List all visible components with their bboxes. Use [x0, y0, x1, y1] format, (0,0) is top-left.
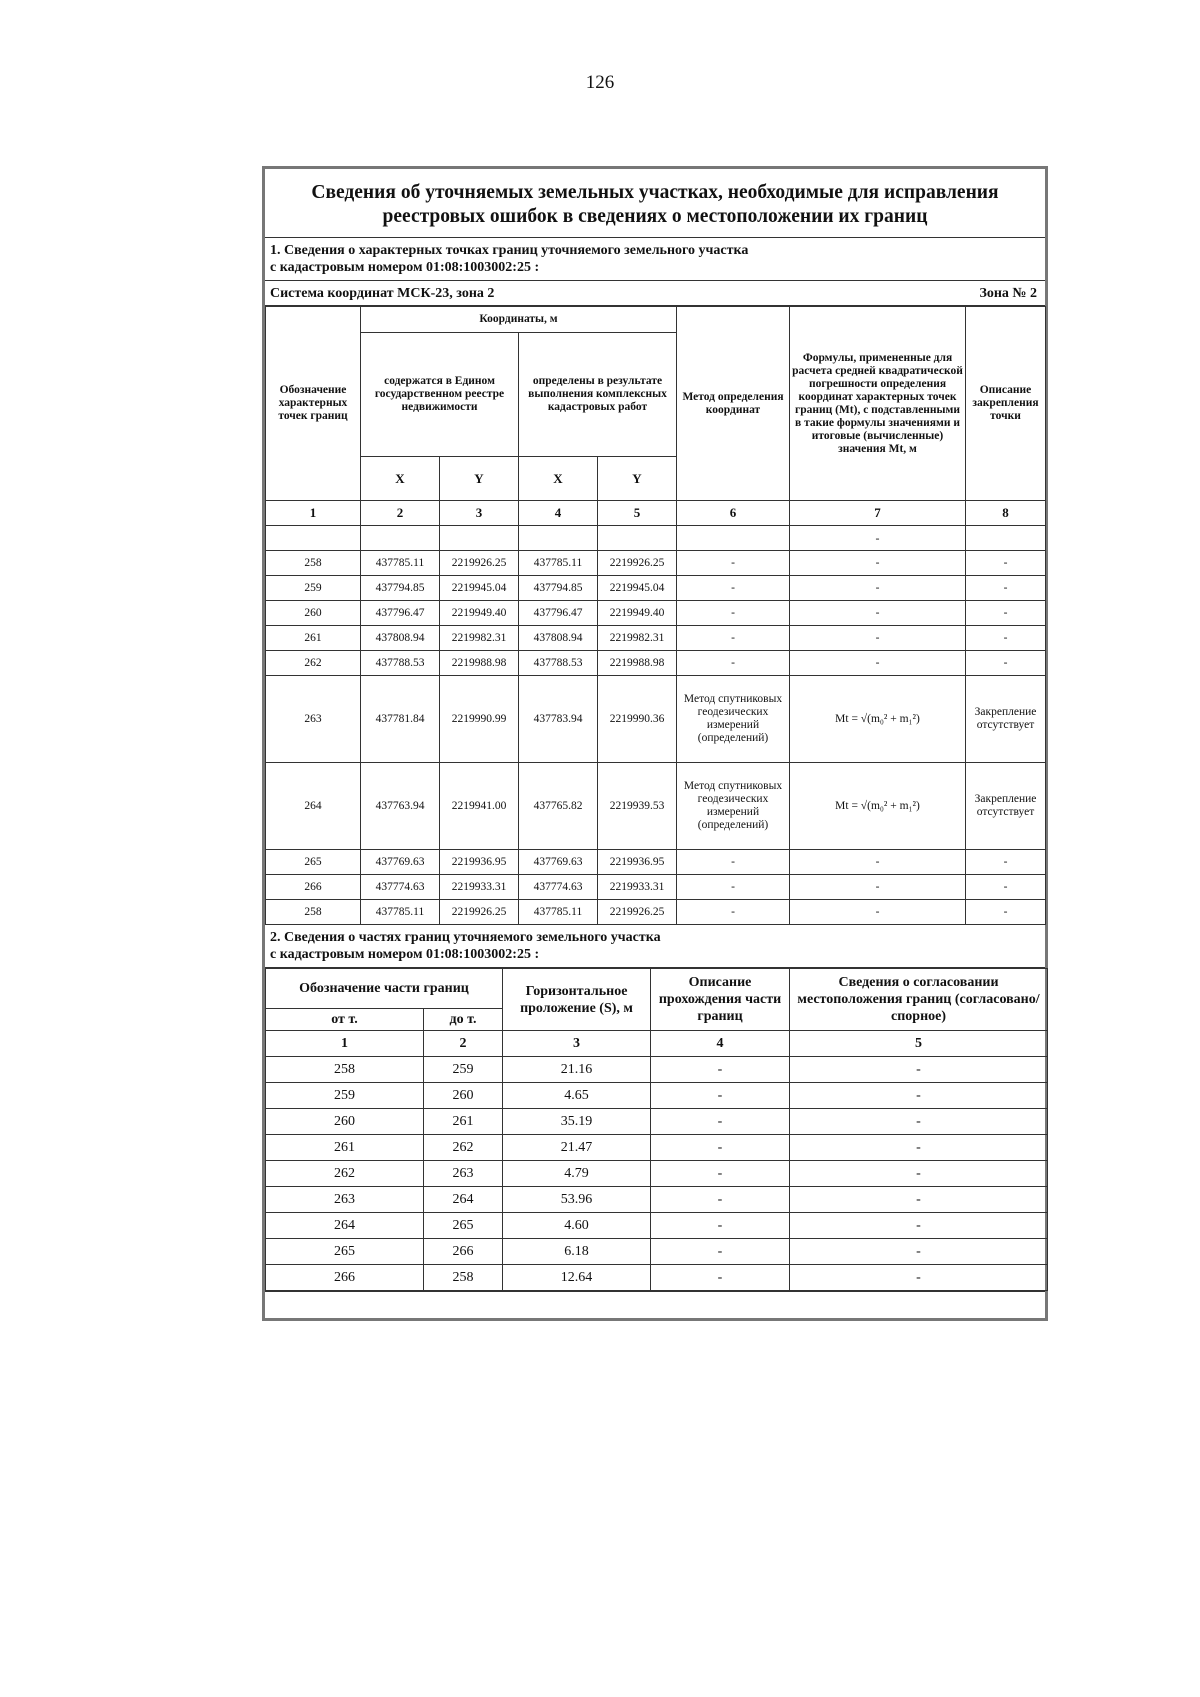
to-point: 259	[424, 1057, 503, 1083]
x-determined: 437796.47	[519, 601, 598, 626]
x-determined: 437783.94	[519, 676, 598, 763]
x-egrn: 437774.63	[361, 875, 440, 900]
horizontal-distance: 6.18	[503, 1239, 651, 1265]
col-number: 1	[266, 501, 361, 526]
formula-cell: -	[790, 601, 966, 626]
to-point: 265	[424, 1213, 503, 1239]
point-id: 266	[266, 875, 361, 900]
point-id: 260	[266, 601, 361, 626]
col-number: 4	[651, 1031, 790, 1057]
description-cell: -	[651, 1213, 790, 1239]
horizontal-distance: 4.79	[503, 1161, 651, 1187]
to-point: 264	[424, 1187, 503, 1213]
document-title: Сведения об уточняемых земельных участках, необходимые для исправления реестровых ошибок в сведениях о местоположении их границ	[265, 169, 1045, 238]
from-point: 258	[266, 1057, 424, 1083]
header-agreement: Сведения о согласовании местоположения границ (согласовано/спорное)	[790, 969, 1048, 1031]
y-egrn: 2219982.31	[440, 626, 519, 651]
from-point: 259	[266, 1083, 424, 1109]
table-row	[266, 1213, 1048, 1239]
y-egrn: 2219949.40	[440, 601, 519, 626]
description-cell: -	[651, 1109, 790, 1135]
header-method: Метод определения координат	[677, 307, 790, 501]
column-number-row	[266, 501, 1046, 526]
header-determined: определены в результате выполнения комплексных кадастровых работ	[519, 333, 677, 457]
fixing-cell: -	[966, 626, 1046, 651]
point-id: 264	[266, 763, 361, 850]
header-to: до т.	[424, 1009, 503, 1031]
point-id: 259	[266, 576, 361, 601]
formula-cell: Mt = √(m₀² + m₁²)	[790, 763, 966, 850]
col-number: 6	[677, 501, 790, 526]
method-cell: -	[677, 651, 790, 676]
formula-cell: -	[790, 900, 966, 925]
x-determined: 437794.85	[519, 576, 598, 601]
table-row	[266, 576, 1046, 601]
description-cell: -	[651, 1135, 790, 1161]
empty-row-dash: -	[790, 526, 966, 551]
method-cell: -	[677, 900, 790, 925]
table-row	[266, 1187, 1048, 1213]
table-row	[266, 601, 1046, 626]
horizontal-distance: 35.19	[503, 1109, 651, 1135]
y-determined: 2219988.98	[598, 651, 677, 676]
table-row	[266, 1265, 1048, 1291]
table-row	[266, 1161, 1048, 1187]
table-row	[266, 1083, 1048, 1109]
points-table	[265, 306, 1046, 925]
fixing-cell: -	[966, 551, 1046, 576]
col-number: 3	[503, 1031, 651, 1057]
agreement-cell: -	[790, 1161, 1048, 1187]
horizontal-distance: 4.65	[503, 1083, 651, 1109]
table-row	[266, 1135, 1048, 1161]
x-determined: 437774.63	[519, 875, 598, 900]
table-row	[266, 875, 1046, 900]
y-determined: 2219990.36	[598, 676, 677, 763]
page-number: 126	[585, 72, 615, 93]
from-point: 263	[266, 1187, 424, 1213]
agreement-cell: -	[790, 1213, 1048, 1239]
table-row	[266, 676, 1046, 763]
description-cell: -	[651, 1265, 790, 1291]
fixing-cell: -	[966, 875, 1046, 900]
section1-heading	[265, 238, 1045, 281]
method-cell: -	[677, 601, 790, 626]
agreement-cell: -	[790, 1057, 1048, 1083]
description-cell: -	[651, 1083, 790, 1109]
from-point: 266	[266, 1265, 424, 1291]
y-egrn: 2219926.25	[440, 900, 519, 925]
x-egrn: 437763.94	[361, 763, 440, 850]
x-determined: 437769.63	[519, 850, 598, 875]
horizontal-distance: 21.16	[503, 1057, 651, 1083]
header-fixing: Описание закрепления точки	[966, 307, 1046, 501]
fixing-cell: -	[966, 900, 1046, 925]
x-egrn: 437785.11	[361, 551, 440, 576]
horizontal-distance: 4.60	[503, 1213, 651, 1239]
x-egrn: 437781.84	[361, 676, 440, 763]
to-point: 266	[424, 1239, 503, 1265]
to-point: 258	[424, 1265, 503, 1291]
formula-cell: Mt = √(m₀² + m₁²)	[790, 676, 966, 763]
table-row	[266, 1239, 1048, 1265]
description-cell: -	[651, 1239, 790, 1265]
formula-cell: -	[790, 551, 966, 576]
method-cell: Метод спутниковых геодезических измерений (определений)	[677, 763, 790, 850]
from-point: 262	[266, 1161, 424, 1187]
col-number: 5	[598, 501, 677, 526]
y-egrn: 2219945.04	[440, 576, 519, 601]
x-determined: 437765.82	[519, 763, 598, 850]
x-determined: 437785.11	[519, 900, 598, 925]
y-determined: 2219982.31	[598, 626, 677, 651]
section2-heading	[265, 925, 1045, 968]
to-point: 263	[424, 1161, 503, 1187]
formula-cell: -	[790, 875, 966, 900]
formula-cell: -	[790, 626, 966, 651]
table-bottom-padding	[265, 1291, 1045, 1318]
fixing-cell: Закрепление отсутствует	[966, 676, 1046, 763]
from-point: 265	[266, 1239, 424, 1265]
formula-cell: -	[790, 850, 966, 875]
y-determined: 2219936.95	[598, 850, 677, 875]
method-cell: -	[677, 850, 790, 875]
point-id: 265	[266, 850, 361, 875]
y-egrn: 2219990.99	[440, 676, 519, 763]
x-egrn: 437796.47	[361, 601, 440, 626]
description-cell: -	[651, 1161, 790, 1187]
table-row	[266, 763, 1046, 850]
fixing-cell: Закрепление отсутствует	[966, 763, 1046, 850]
x-egrn: 437785.11	[361, 900, 440, 925]
table-row	[266, 1057, 1048, 1083]
fixing-cell: -	[966, 576, 1046, 601]
section1-heading-line2: с кадастровым номером 01:08:1003002:25 :	[270, 260, 540, 275]
point-id: 263	[266, 676, 361, 763]
fixing-cell: -	[966, 850, 1046, 875]
column-number-row	[266, 1031, 1048, 1057]
header-designation: Обозначение характерных точек границ	[266, 307, 361, 501]
method-cell: -	[677, 626, 790, 651]
header-x-egrn: X	[361, 457, 440, 501]
coordinate-system: Система координат МСК-23, зона 2	[270, 286, 495, 301]
point-id: 262	[266, 651, 361, 676]
description-cell: -	[651, 1187, 790, 1213]
agreement-cell: -	[790, 1135, 1048, 1161]
table-row	[266, 551, 1046, 576]
section2-heading-line1: 2. Сведения о частях границ уточняемого земельного участка	[270, 930, 661, 945]
boundary-parts-table	[265, 968, 1048, 1291]
formula-cell: -	[790, 651, 966, 676]
y-determined: 2219949.40	[598, 601, 677, 626]
header-horizontal: Горизонтальное проложение (S), м	[503, 969, 651, 1031]
agreement-cell: -	[790, 1083, 1048, 1109]
header-from: от т.	[266, 1009, 424, 1031]
col-number: 4	[519, 501, 598, 526]
header-y-egrn: Y	[440, 457, 519, 501]
method-cell: Метод спутниковых геодезических измерений (определений)	[677, 676, 790, 763]
x-egrn: 437769.63	[361, 850, 440, 875]
from-point: 264	[266, 1213, 424, 1239]
table-row	[266, 651, 1046, 676]
section2-heading-line2: с кадастровым номером 01:08:1003002:25 :	[270, 947, 540, 962]
agreement-cell: -	[790, 1187, 1048, 1213]
x-determined: 437785.11	[519, 551, 598, 576]
table-row	[266, 626, 1046, 651]
y-determined: 2219939.53	[598, 763, 677, 850]
table-row	[266, 1109, 1048, 1135]
fixing-cell: -	[966, 651, 1046, 676]
y-determined: 2219933.31	[598, 875, 677, 900]
agreement-cell: -	[790, 1109, 1048, 1135]
to-point: 260	[424, 1083, 503, 1109]
method-cell: -	[677, 875, 790, 900]
description-cell: -	[651, 1057, 790, 1083]
horizontal-distance: 53.96	[503, 1187, 651, 1213]
y-egrn: 2219936.95	[440, 850, 519, 875]
header-y-determined: Y	[598, 457, 677, 501]
col-number: 2	[361, 501, 440, 526]
col-number: 2	[424, 1031, 503, 1057]
x-egrn: 437788.53	[361, 651, 440, 676]
header-part-designation: Обозначение части границ	[266, 969, 503, 1009]
section1-heading-line1: 1. Сведения о характерных точках границ уточняемого земельного участка	[270, 243, 749, 258]
coordinate-system-row	[265, 281, 1045, 306]
point-id: 258	[266, 551, 361, 576]
col-number: 7	[790, 501, 966, 526]
method-cell: -	[677, 551, 790, 576]
agreement-cell: -	[790, 1265, 1048, 1291]
horizontal-distance: 21.47	[503, 1135, 651, 1161]
y-determined: 2219926.25	[598, 900, 677, 925]
header-egrn: содержатся в Едином государственном реестре недвижимости	[361, 333, 519, 457]
point-id: 261	[266, 626, 361, 651]
col-number: 3	[440, 501, 519, 526]
zone-label: Зона № 2	[979, 286, 1037, 301]
x-egrn: 437794.85	[361, 576, 440, 601]
y-egrn: 2219933.31	[440, 875, 519, 900]
horizontal-distance: 12.64	[503, 1265, 651, 1291]
header-x-determined: X	[519, 457, 598, 501]
method-cell: -	[677, 576, 790, 601]
table-row	[266, 850, 1046, 875]
col-number: 1	[266, 1031, 424, 1057]
y-determined: 2219926.25	[598, 551, 677, 576]
to-point: 262	[424, 1135, 503, 1161]
y-egrn: 2219926.25	[440, 551, 519, 576]
from-point: 260	[266, 1109, 424, 1135]
col-number: 5	[790, 1031, 1048, 1057]
formula-cell: -	[790, 576, 966, 601]
header-formulas: Формулы, примененные для расчета средней квадратической погрешности определения координат характерных точек границ (Mt), с подставленными в такие формулы значениями и итоговые (вычисленные) значения Mt, м	[790, 307, 966, 501]
from-point: 261	[266, 1135, 424, 1161]
y-egrn: 2219988.98	[440, 651, 519, 676]
x-determined: 437808.94	[519, 626, 598, 651]
x-egrn: 437808.94	[361, 626, 440, 651]
header-description: Описание прохождения части границ	[651, 969, 790, 1031]
agreement-cell: -	[790, 1239, 1048, 1265]
col-number: 8	[966, 501, 1046, 526]
y-determined: 2219945.04	[598, 576, 677, 601]
document-frame	[262, 166, 1048, 1321]
point-id: 258	[266, 900, 361, 925]
x-determined: 437788.53	[519, 651, 598, 676]
header-coordinates: Координаты, м	[361, 307, 677, 333]
table-row-empty	[266, 526, 1046, 551]
table-row	[266, 900, 1046, 925]
fixing-cell: -	[966, 601, 1046, 626]
y-egrn: 2219941.00	[440, 763, 519, 850]
to-point: 261	[424, 1109, 503, 1135]
